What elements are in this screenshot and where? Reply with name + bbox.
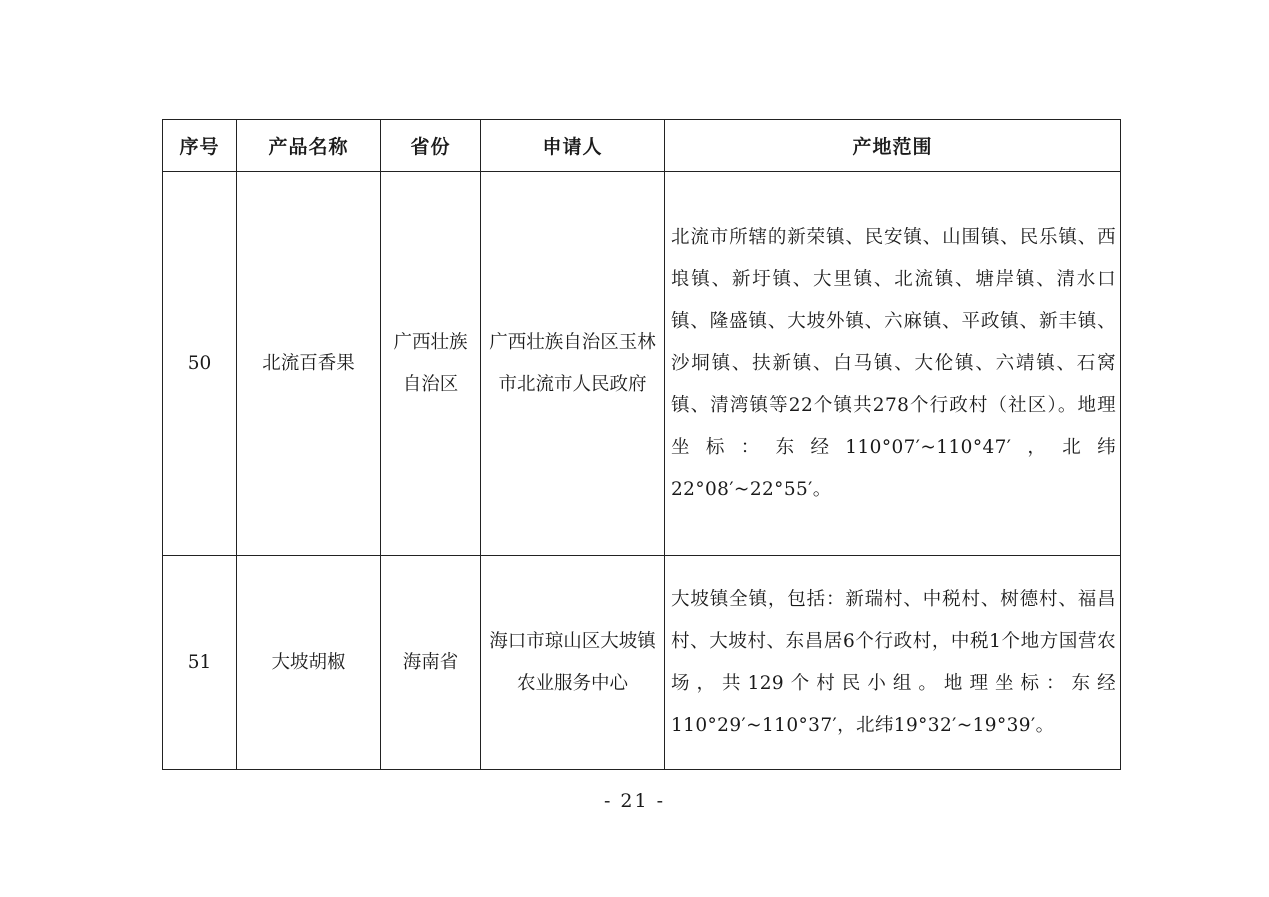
cell-product-name: 大坡胡椒 — [237, 556, 381, 770]
product-table — [162, 119, 1121, 770]
header-no: 序号 — [163, 120, 237, 172]
cell-no: 51 — [163, 556, 237, 770]
cell-province: 海南省 — [381, 556, 481, 770]
header-product-name: 产品名称 — [237, 120, 381, 172]
table-header-row — [163, 120, 1121, 172]
header-production-range: 产地范围 — [665, 120, 1121, 172]
cell-no: 50 — [163, 172, 237, 556]
table-row — [163, 172, 1121, 556]
cell-production-range: 北流市所辖的新荣镇、民安镇、山围镇、民乐镇、西埌镇、新圩镇、大里镇、北流镇、塘岸镇、清水口镇、隆盛镇、大坡外镇、六麻镇、平政镇、新丰镇、沙垌镇、扶新镇、白马镇、大伦镇、六靖镇、石窝镇、清湾镇等22个镇共278个行政村（社区）。地理坐标：东经110°07′~110°47′，北纬22°08′~22°55′。 — [665, 172, 1121, 556]
page-number: - 21 - — [603, 790, 666, 812]
cell-applicant: 海口市琼山区大坡镇农业服务中心 — [481, 556, 665, 770]
table-row — [163, 556, 1121, 770]
cell-province: 广西壮族自治区 — [381, 172, 481, 556]
cell-applicant: 广西壮族自治区玉林市北流市人民政府 — [481, 172, 665, 556]
cell-product-name: 北流百香果 — [237, 172, 381, 556]
header-province: 省份 — [381, 120, 481, 172]
cell-production-range: 大坡镇全镇，包括：新瑞村、中税村、树德村、福昌村、大坡村、东昌居6个行政村，中税1个地方国营农场，共129个村民小组。地理坐标：东经110°29′~110°37′，北纬19°32′~19°39′。 — [665, 556, 1121, 770]
header-applicant: 申请人 — [481, 120, 665, 172]
